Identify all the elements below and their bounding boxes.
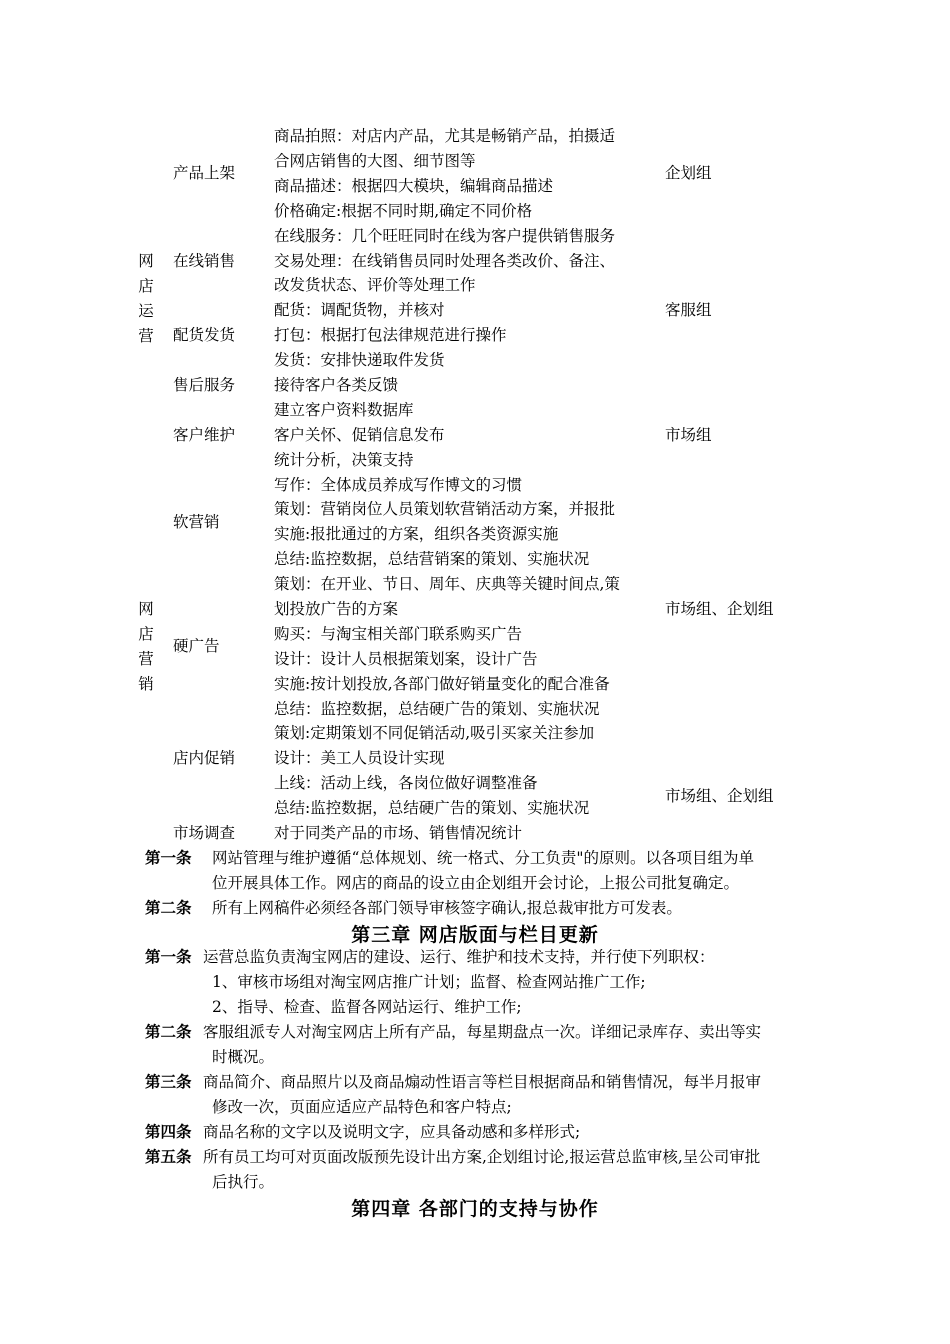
task-line: 商品拍照：对店内产品，尤其是畅销产品，拍摄适 [274, 127, 616, 145]
task-line: 在线服务：几个旺旺同时在线为客户提供销售服务 [274, 227, 616, 245]
task-line: 设计：设计人员根据策划案，设计广告 [274, 650, 538, 668]
category-label: 配货发货 [173, 326, 236, 344]
task-line: 对于同类产品的市场、销售情况统计 [274, 824, 523, 842]
article-text: 修改一次，页面应适应产品特色和客户特点; [212, 1098, 512, 1116]
category-label: 客户维护 [173, 426, 236, 444]
article-label: 第四条 [145, 1122, 192, 1141]
task-line: 交易处理：在线销售员同时处理各类改价、备注、 [274, 252, 616, 270]
section-char: 销 [138, 675, 154, 693]
task-line: 设计：美工人员设计实现 [274, 749, 445, 767]
task-line: 打包：根据打包法律规范进行操作 [274, 326, 507, 344]
task-line: 总结:监控数据，总结营销案的策划、实施状况 [274, 550, 590, 568]
task-line: 改发货状态、评价等处理工作 [274, 276, 476, 294]
section-char: 运 [138, 302, 154, 320]
task-line: 总结:监控数据，总结硬广告的策划、实施状况 [274, 799, 590, 817]
article-text: 所有上网稿件必须经各部门领导审核签字确认,报总裁审批方可发表。 [212, 899, 682, 917]
chapter-heading: 第三章 网店版面与栏目更新 [351, 924, 599, 946]
article-label: 第二条 [145, 898, 192, 917]
category-label: 在线销售 [173, 252, 236, 270]
owner-label: 市场组 [665, 426, 712, 444]
section-char: 营 [138, 327, 154, 345]
section-label-marketing [137, 597, 155, 697]
task-line: 策划：在开业、节日、周年、庆典等关键时间点,策 [274, 575, 620, 593]
category-label: 店内促销 [173, 749, 236, 767]
section-label-operations [137, 249, 155, 349]
category-label: 软营销 [173, 513, 220, 531]
article-text: 1、审核市场组对淘宝网店推广计划；监督、检查网站推广工作; [212, 973, 646, 991]
owner-label: 市场组、企划组 [665, 600, 774, 618]
task-line: 策划：营销岗位人员策划软营销活动方案，并报批 [274, 500, 616, 518]
article-text: 时概况。 [212, 1048, 275, 1066]
article-text: 后执行。 [212, 1173, 275, 1191]
owner-label: 市场组、企划组 [665, 787, 774, 805]
task-line: 统计分析，决策支持 [274, 451, 414, 469]
owner-label: 客服组 [665, 301, 712, 319]
task-line: 合网店销售的大图、细节图等 [274, 152, 476, 170]
task-line: 购买：与淘宝相关部门联系购买广告 [274, 625, 523, 643]
chapter-heading: 第四章 各部门的支持与协作 [351, 1198, 599, 1220]
task-line: 建立客户资料数据库 [274, 401, 414, 419]
article-text: 2、指导、检查、监督各网站运行、维护工作; [212, 998, 522, 1016]
article-text: 客服组派专人对淘宝网店上所有产品，每星期盘点一次。详细记录库存、卖出等实 [203, 1023, 762, 1041]
article-label: 第一条 [145, 947, 192, 966]
task-line: 客户关怀、促销信息发布 [274, 426, 445, 444]
task-line: 上线：活动上线，各岗位做好调整准备 [274, 774, 538, 792]
article-text: 网站管理与维护遵循“总体规划、统一格式、分工负责"的原则。以各项目组为单 [212, 849, 755, 867]
article-label: 第二条 [145, 1022, 192, 1041]
article-label: 第一条 [145, 848, 192, 867]
section-char: 网 [138, 252, 154, 270]
category-label: 市场调查 [173, 824, 236, 842]
task-line: 策划:定期策划不同促销活动,吸引买家关注参加 [274, 724, 595, 742]
task-line: 实施:按计划投放,各部门做好销量变化的配合准备 [274, 675, 610, 693]
section-char: 店 [138, 625, 154, 643]
task-line: 写作：全体成员养成写作博文的习惯 [274, 476, 523, 494]
owner-label: 企划组 [665, 164, 712, 182]
category-label: 售后服务 [173, 376, 236, 394]
article-label: 第三条 [145, 1072, 192, 1091]
article-text: 商品名称的文字以及说明文字，应具备动感和多样形式; [203, 1123, 581, 1141]
task-line: 实施:报批通过的方案，组织各类资源实施 [274, 525, 559, 543]
article-text: 所有员工均可对页面改版预先设计出方案,企划组讨论,报运营总监审核,呈公司审批 [203, 1148, 761, 1166]
category-label: 产品上架 [173, 164, 236, 182]
article-label: 第五条 [145, 1147, 192, 1166]
article-text: 运营总监负责淘宝网店的建设、运行、维护和技术支持，并行使下列职权： [203, 948, 715, 966]
task-line: 划投放广告的方案 [274, 600, 399, 618]
article-text: 商品简介、商品照片以及商品煽动性语言等栏目根据商品和销售情况，每半月报审 [203, 1073, 762, 1091]
section-char: 店 [138, 277, 154, 295]
section-char: 网 [138, 600, 154, 618]
task-line: 发货：安排快递取件发货 [274, 351, 445, 369]
section-char: 营 [138, 650, 154, 668]
category-label: 硬广告 [173, 637, 220, 655]
task-line: 价格确定:根据不同时期,确定不同价格 [274, 202, 533, 220]
article-text: 位开展具体工作。网店的商品的设立由企划组开会讨论，上报公司批复确定。 [212, 874, 740, 892]
task-line: 配货：调配货物，并核对 [274, 301, 445, 319]
task-line: 总结：监控数据，总结硬广告的策划、实施状况 [274, 700, 600, 718]
task-line: 商品描述：根据四大模块，编辑商品描述 [274, 177, 554, 195]
task-line: 接待客户各类反馈 [274, 376, 399, 394]
